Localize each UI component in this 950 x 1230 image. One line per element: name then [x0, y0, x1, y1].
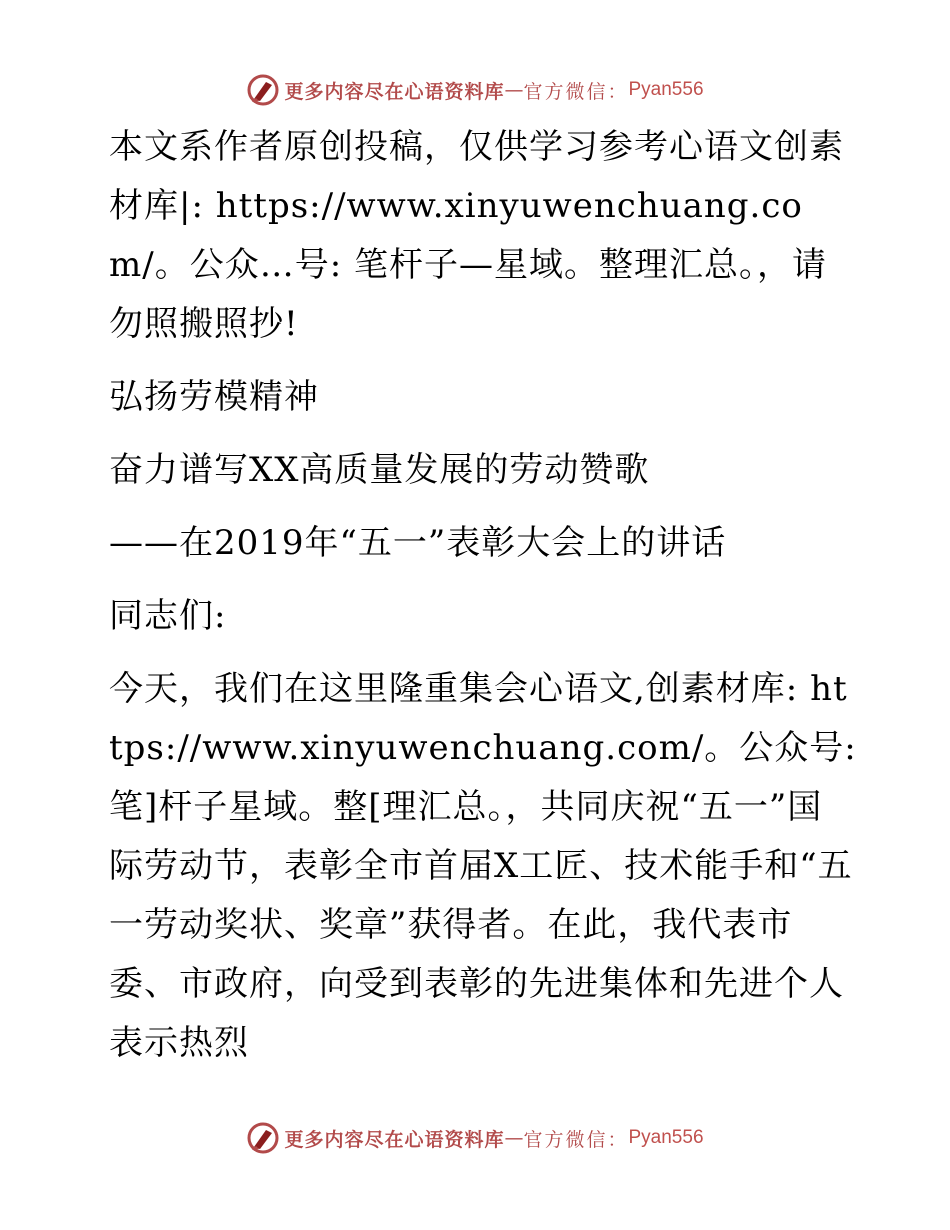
watermark-wechat-label: 官方微信： [523, 80, 629, 103]
intro-paragraph: 本文系作者原创投稿，仅供学习参考心语文创素材库|: https://www.xinyuwenchuang.com/。公众…号: 笔杆子—星域。整理汇总。，请勿照搬照抄! [109, 127, 844, 344]
watermark-wechat-label: 官方微信： [523, 1128, 629, 1151]
document-body [97, 118, 857, 1073]
watermark-dash: — [504, 79, 524, 101]
pen-nib-logo-icon [246, 1121, 280, 1155]
document-title: 弘扬劳模精神 [109, 377, 319, 417]
header-watermark [0, 70, 950, 110]
pen-nib-logo-icon [246, 73, 280, 107]
watermark-title: 更多内容尽在心语资料库 [284, 1128, 505, 1151]
watermark-title: 更多内容尽在心语资料库 [284, 80, 505, 103]
watermark-wechat-id: Pyan556 [628, 79, 704, 100]
document-subtitle: ——在2019年“五一”表彰大会上的讲话 [109, 523, 727, 563]
footer-watermark [0, 1118, 950, 1158]
document-title-secondary: 奋力谱写XX高质量发展的劳动赞歌 [109, 450, 650, 490]
watermark-wechat-id: Pyan556 [628, 1127, 704, 1148]
body-paragraph: 今天，我们在这里隆重集会心语文,创素材库: https://www.xinyuwenchuang.com/。公众号: 笔]杆子星域。整[理汇总。，共同庆祝“五一”国际劳动节，表彰全市首届X工匠、技术能手和“五一劳动奖状、奖章”获得者。在此，我代表市委、市政府，向受到表彰的先进集体和先进个人表示热烈 [109, 669, 857, 1063]
greeting: 同志们: [109, 596, 227, 636]
watermark-dash: — [504, 1127, 524, 1149]
